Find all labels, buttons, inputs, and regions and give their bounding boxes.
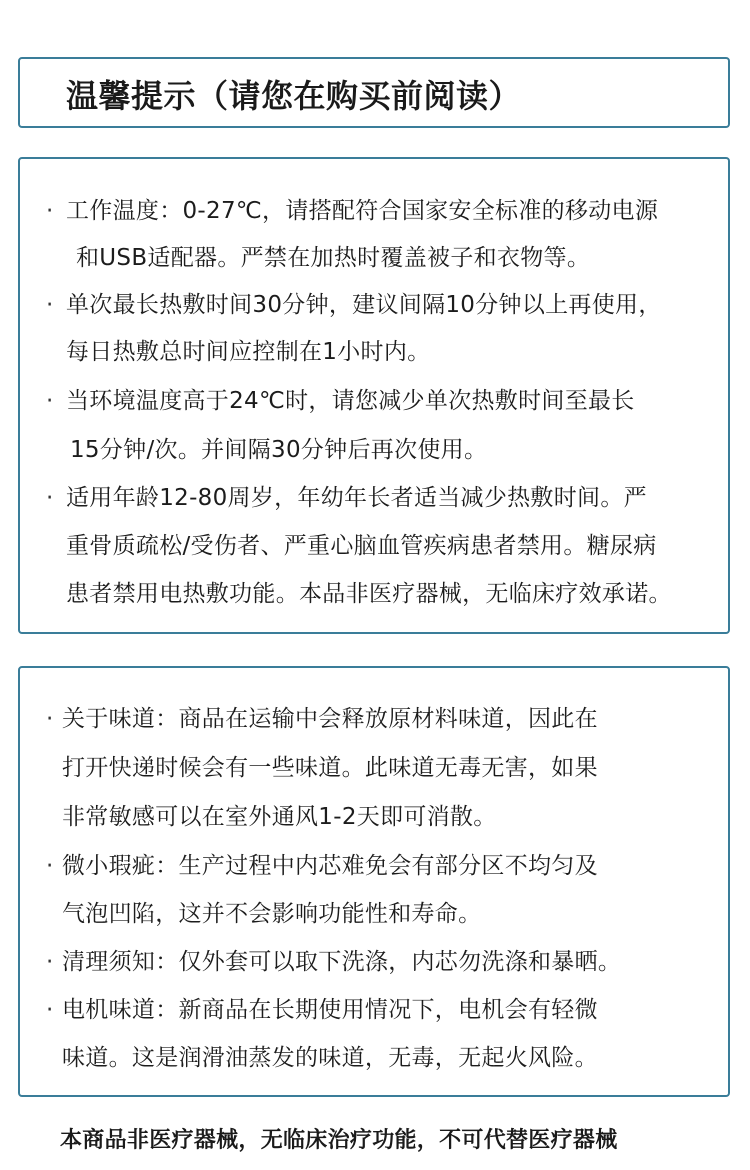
item-line: 微小瑕疵：生产过程中内芯难免会有部分区不均匀及: [62, 853, 598, 879]
bullet-dot: ·: [46, 292, 54, 318]
item-line: 关于味道：商品在运输中会释放原材料味道，因此在: [62, 706, 598, 732]
disclaimer-footer: 本商品非医疗器械，无临床治疗功能，不可代替医疗器械: [60, 1128, 618, 1153]
item-line: 每日热敷总时间应控制在1小时内。: [66, 339, 431, 365]
item-line: 非常敏感可以在室外通风1-2天即可消散。: [62, 804, 497, 830]
item-line: 重骨质疏松/受伤者、严重心脑血管疾病患者禁用。糖尿病: [66, 533, 657, 559]
item-line: 当环境温度高于24℃时，请您减少单次热敷时间至最长: [66, 388, 635, 414]
bullet-dot: ·: [46, 198, 54, 224]
item-line: 单次最长热敷时间30分钟，建议间隔10分钟以上再使用，: [66, 292, 662, 318]
item-line: 电机味道：新商品在长期使用情况下，电机会有轻微: [62, 997, 598, 1023]
item-line: 气泡凹陷，这并不会影响功能性和寿命。: [62, 901, 482, 927]
notice-box-care: [18, 666, 730, 1097]
item-line: 味道。这是润滑油蒸发的味道，无毒，无起火风险。: [62, 1045, 598, 1071]
item-line: 和USB适配器。严禁在加热时覆盖被子和衣物等。: [76, 245, 591, 271]
item-line: 清理须知：仅外套可以取下洗涤，内芯勿洗涤和暴晒。: [62, 949, 622, 975]
bullet-dot: ·: [46, 706, 54, 732]
page-title: 温馨提示（请您在购买前阅读）: [66, 77, 522, 115]
bullet-dot: ·: [46, 949, 54, 975]
item-line: 15分钟/次。并间隔30分钟后再次使用。: [70, 437, 488, 463]
item-line: 患者禁用电热敷功能。本品非医疗器械，无临床疗效承诺。: [66, 581, 672, 607]
bullet-dot: ·: [46, 853, 54, 879]
notice-box-usage: [18, 157, 730, 634]
bullet-dot: ·: [46, 485, 54, 511]
item-line: 工作温度：0-27℃，请搭配符合国家安全标准的移动电源: [66, 198, 659, 224]
bullet-dot: ·: [46, 388, 54, 414]
title-box: [18, 57, 730, 128]
bullet-dot: ·: [46, 997, 54, 1023]
item-line: 打开快递时候会有一些味道。此味道无毒无害，如果: [62, 755, 598, 781]
item-line: 适用年龄12-80周岁，年幼年长者适当减少热敷时间。严: [66, 485, 647, 511]
